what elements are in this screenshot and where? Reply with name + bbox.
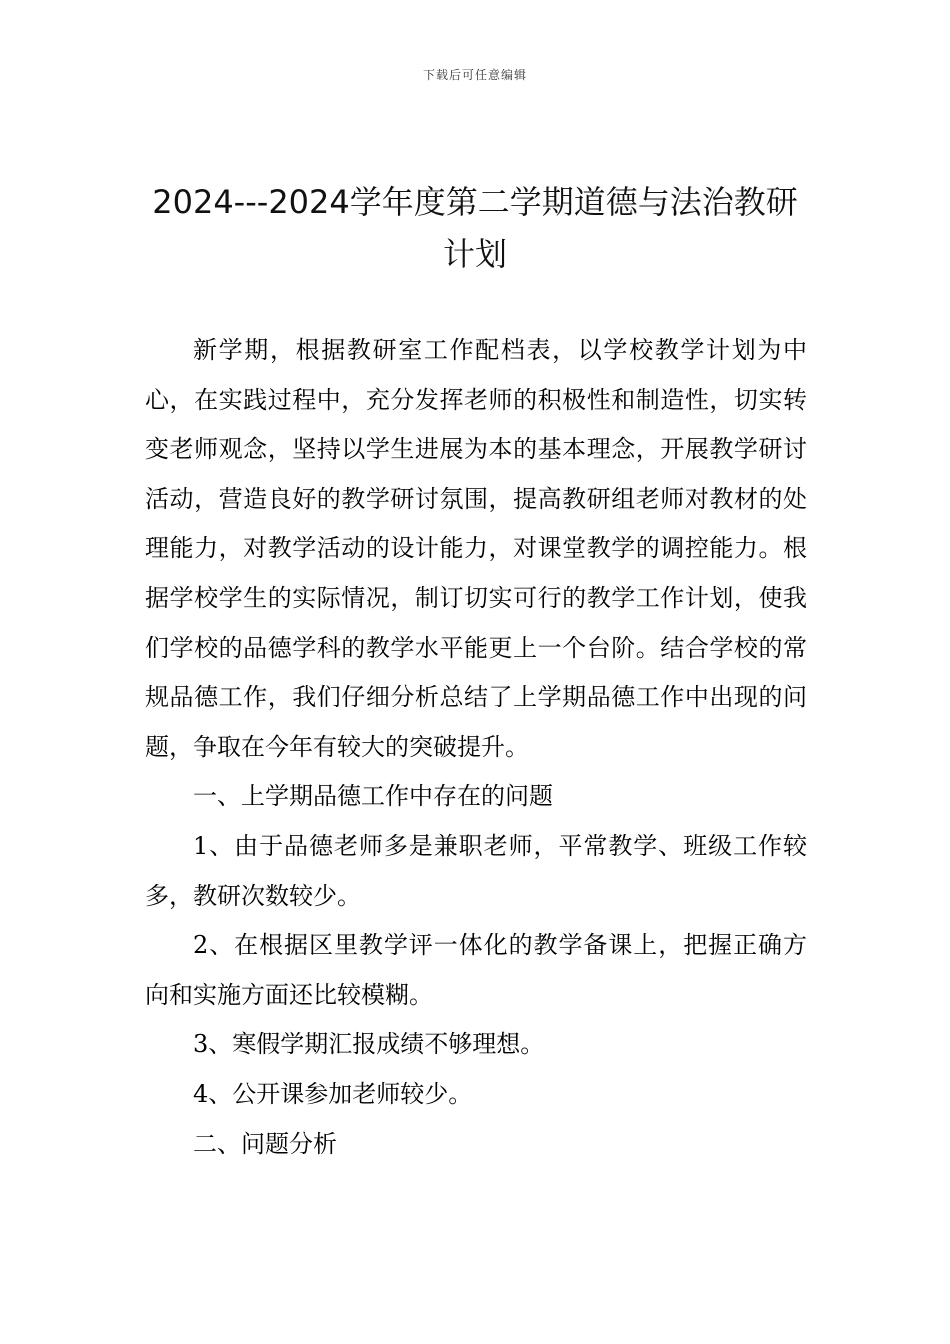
- section-heading-problems: 一、上学期品德工作中存在的问题: [193, 782, 553, 811]
- document-title: 2024---2024学年度第二学期道德与法治教研计划: [152, 183, 798, 273]
- list-item-3: 3、寒假学期汇报成绩不够理想。: [193, 1030, 545, 1059]
- document-body: [145, 326, 807, 1169]
- paragraph-intro: 新学期，根据教研室工作配档表，以学校教学计划为中心，在实践过程中，充分发挥老师的积极性和制造性，切实转变老师观念，坚持以学生进展为本的基本理念，开展教学研讨活动，营造良好的教学研讨氛围，提高教研组老师对教材的处理能力，对教学活动的设计能力，对课堂教学的调控能力。根据学校学生的实际情况，制订切实可行的教学工作计划，使我们学校的品德学科的教学水平能更上一个台阶。结合学校的常规品德工作，我们仔细分析总结了上学期品德工作中出现的问题，争取在今年有较大的突破提升。: [145, 336, 807, 761]
- header-note: 下载后可任意编辑: [422, 68, 527, 82]
- list-item-4: 4、公开课参加老师较少。: [193, 1079, 473, 1108]
- section-heading-analysis: 二、问题分析: [193, 1129, 337, 1158]
- list-item-2: 2、在根据区里教学评一体化的教学备课上，把握正确方向和实施方面还比较模糊。: [145, 931, 807, 1009]
- list-item-1: 1、由于品德老师多是兼职老师，平常教学、班级工作较多，教研次数较少。: [145, 831, 807, 910]
